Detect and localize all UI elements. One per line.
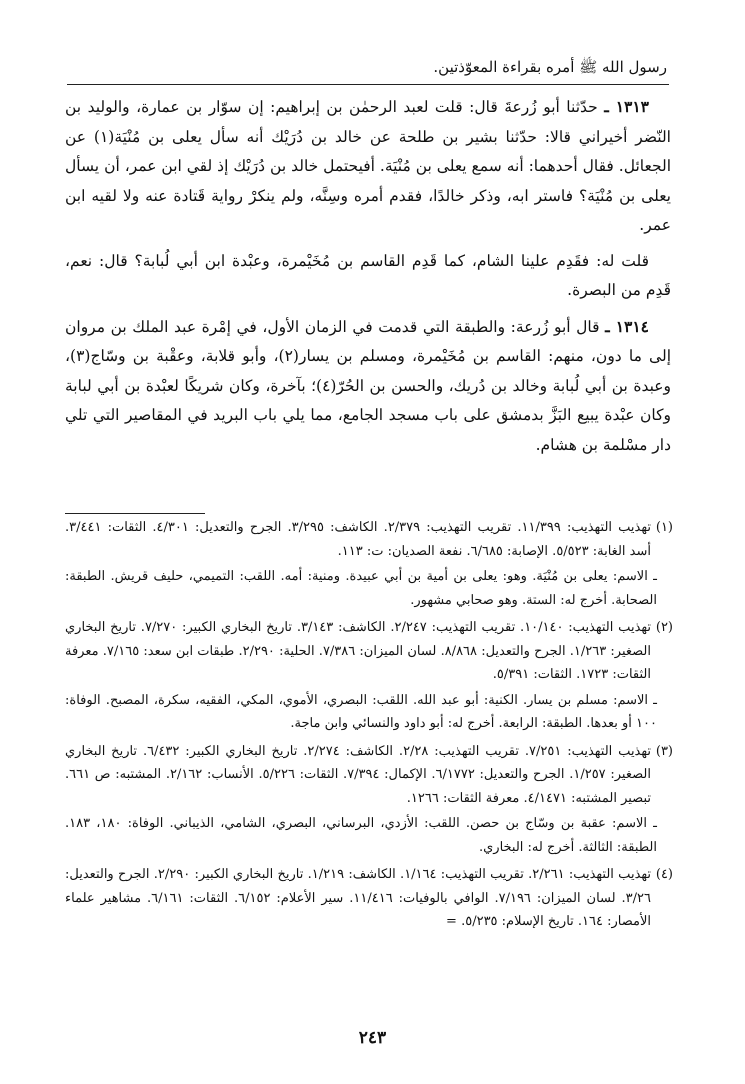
- header-rule: [67, 84, 669, 85]
- paragraph-text: قال أبو زُرعة: والطبقة التي قدمت في الزمان الأول، في إمْرة عبد الملك بن مروان إلى ما دون، منهم: القاسم بن مُخَيْمرة، ومسلم بن يسار(٢)، وأبو قلابة، وعقْبة بن وسّاج(٣)، وعبدة بن أبي لُبابة وخالد بن دُريك، والحسن بن الحُرّ(٤)؛ بآخرة، وكان شريكًا لعبْدة بن أبي لبابة وكان عبْدة يبيع البَزَّ بدمشق على باب مسجد الجامع، مما يلي باب البريد في المقاصير التي تلي دار مسْلمة بن هشام.: [65, 317, 672, 454]
- footnote-note: ـ الاسم: عقبة بن وسّاج بن حصن. اللقب: الأزدي، البرساني، البصري، الشامي، الذيباني. الوفاة: ١٨٠، ١٨٣. الطبقة: الثالثة. أخرج له: البخاري.: [65, 816, 657, 855]
- footnote-mark: (٤): [655, 867, 673, 882]
- page-number: ٢٤٣: [358, 1028, 387, 1048]
- hadith-number: ١٣١٣ ـ: [604, 97, 649, 116]
- paragraph: [65, 247, 671, 306]
- footnote: [65, 516, 673, 563]
- footnotes: [65, 516, 673, 936]
- footnote-note: ـ الاسم: مسلم بن يسار. الكنية: أبو عبد الله. اللقب: البصري، الأموي، المكي، الفقيه، سكرة، المصبح. الوفاة: ١٠٠ أو بعدها. الطبقة: الرابعة. أخرج له: أبو داود والنسائي وابن ماجة.: [65, 692, 657, 731]
- hadith-number: ١٣١٤ ـ: [605, 316, 649, 336]
- footnote-text: تهذيب التهذيب: ١٠/١٤٠. تقريب التهذيب: ٢/٢٤٧. الكاشف: ٣/١٤٣. تاريخ البخاري الكبير: ٧/٢٧٠. تاريخ البخاري الصغير: ١/٢٦٣. الجرح والتعديل: ٨/٨٦٨. لسان الميزان: ٧/٣٨٦. الحلية: ٢/٢٩٠. طبقات ابن سعد: ٧/١٦٥. معرفة الثقات: ١٧٢٣. الثقات: ٥/٣٩١.: [65, 620, 652, 682]
- footnote-text: تهذيب التهذيب: ١١/٣٩٩. تقريب التهذيب: ٢/٣٧٩. الكاشف: ٣/٢٩٥. الجرح والتعديل: ٤/٣٠١. الثقات: ٣/٤٤١. أسد الغابة: ٥/٥٢٣. الإصابة: ٦/٦٨٥. نفعة الصديان: ت: ١١٣.: [65, 520, 651, 559]
- paragraph: [65, 312, 671, 461]
- paragraph-text: قلت له: فقَدِم علينا الشام، كما قَدِم القاسم بن مُخَيْمرة، وعبْدة ابن أبي لُبابة؟ قال: نعم، قَدِم من البصرة.: [65, 251, 671, 299]
- running-head: رسول الله ﷺ أمره بقراءة المعوّذتين.: [433, 58, 667, 76]
- paragraph-text: حدّثنا أبو زُرعةَ قال: قلت لعبد الرحمٰن بن إبراهيم: إن سوّار بن عمارة، والوليد بن النّضر أخيراني قالا: حدّثنا بشير بن طلحة عن خالد بن دُرَيْك أنه سأل يعلى بن مُنْيَة(١) عن الجعائل. فقال أحدهما: أنه سمع يعلى بن مُنْيَة. أفيحتمل خالد بن دُرَيْك إذ لقي ابن عمر، أن يسأل يعلى بن مُنْيَة؟ فاستر ابه، وذكر خالدًا، فقدم أمره وسِنَّه، ولم ينكرْ رواية قَتادة عنه ولا لقيه ابن عمر.: [65, 98, 671, 234]
- footnote-note: ـ الاسم: يعلى بن مُنْيَة. وهو: يعلى بن أمية بن أبي عبيدة. ومنية: أمه. اللقب: التميمي، حليف قريش. الطبقة: الصحابة. أخرج له: الستة. وهو صحابي مشهور.: [65, 569, 657, 608]
- main-text: [65, 92, 671, 466]
- footnote-mark: (١): [655, 520, 673, 535]
- paragraph: [65, 92, 671, 241]
- footnote: [65, 740, 673, 811]
- footnote-mark: (٣): [655, 743, 673, 759]
- footnote: [65, 863, 673, 934]
- footnote-rule: [65, 513, 205, 514]
- footnote: [65, 616, 673, 687]
- footnote-text: تهذيب التهذيب: ٢/٢٦١. تقريب التهذيب: ١/١٦٤. الكاشف: ١/٢١٩. تاريخ البخاري الكبير: ٢/٢٩٠. الجرح والتعديل: ٣/٢٦. لسان الميزان: ٧/١٩٦. الوافي بالوفيات: ١١/٤١٦. سير الأعلام: ٦/١٥٢. الثقات: ٦/١٦١. مشاهير علماء الأمصار: ١٦٤. تاريخ الإسلام: ٥/٢٣٥. =: [65, 867, 652, 929]
- footnote-mark: (٢): [655, 620, 673, 635]
- footnote-text: تهذيب التهذيب: ٧/٢٥١. تقريب التهذيب: ٢/٢٨. الكاشف: ٢/٢٧٤. تاريخ البخاري الكبير: ٦/٤٣٢. تاريخ البخاري الصغير: ١/٢٥٧. الجرح والتعديل: ٦/١٧٧٢. الإكمال: ٧/٣٩٤. الثقات: ٥/٢٢٦. الأنساب: ٢/١٦٢. المشتبه: ص ٦٦١. تبصير المشتبه: ٤/١٤٧١. معرفة الثقات: ١٢٦٦.: [65, 743, 651, 806]
